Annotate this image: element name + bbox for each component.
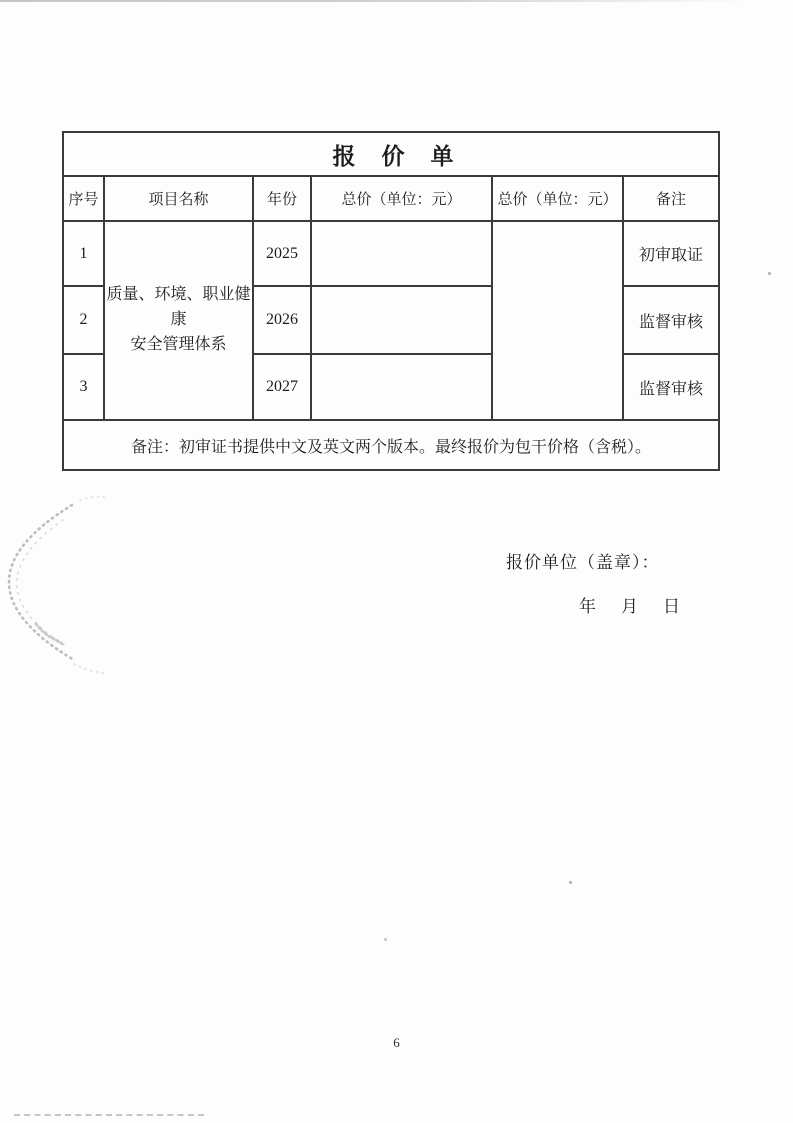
quotation-table [62,131,720,471]
quoting-unit-seal-label: 报价单位（盖章）： [506,553,660,572]
date-line [579,592,680,617]
scan-speck [768,272,771,275]
scan-speck [569,881,572,884]
cell-year: 2026 [253,286,311,354]
header-serial: 序号 [63,176,104,221]
page-number: 6 [393,1035,400,1050]
header-total-price-1: 总价（单位：元） [311,176,492,221]
table-row [63,221,719,286]
header-project: 项目名称 [104,176,253,221]
cell-price-blank [311,286,492,354]
date-year-label: 年 [579,597,596,616]
stamp-imprint-icon [0,478,170,708]
cell-serial: 2 [63,286,104,354]
cell-year: 2027 [253,354,311,420]
scan-artifact-bottom-edge [14,1114,204,1116]
cell-remark: 监督审核 [623,286,719,354]
cell-serial: 1 [63,221,104,286]
cell-price-blank [311,354,492,420]
date-day-label: 日 [663,597,680,616]
cell-price-blank [311,221,492,286]
scan-speck [384,938,387,941]
header-year: 年份 [253,176,311,221]
cell-year: 2025 [253,221,311,286]
date-month-label: 月 [621,597,638,616]
cell-merged-price-blank [492,221,623,420]
project-name-line: 安全管理体系 [130,335,227,353]
project-name-line: 质量、环境、职业健康 [106,286,251,329]
scan-artifact-top-edge [0,0,793,2]
table-note-row [63,420,719,470]
header-remark: 备注 [623,176,719,221]
cell-serial: 3 [63,354,104,420]
header-total-price-2: 总价（单位：元） [492,176,623,221]
table-note: 备注：初审证书提供中文及英文两个版本。最终报价为包干价格（含税）。 [63,420,719,470]
cell-remark: 初审取证 [623,221,719,286]
table-title-row [63,132,719,176]
cell-remark: 监督审核 [623,354,719,420]
table-title: 报价单 [63,132,719,176]
cell-project-name [104,221,253,420]
table-header-row [63,176,719,221]
